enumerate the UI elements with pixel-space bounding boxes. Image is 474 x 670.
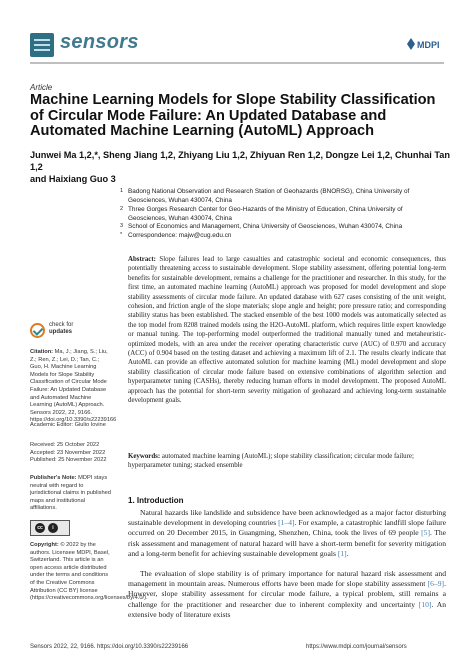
- journal-logo-icon: [30, 33, 54, 57]
- keywords: [128, 452, 446, 471]
- check-for-updates-badge[interactable]: [30, 322, 90, 342]
- correspondence: [120, 232, 428, 241]
- abstract-text: Slope failures lead to large casualties and catastrophic societal and economic consequences, thus potentially threatening access to sustainable development. Slope stability assessment, offering potential long-term benefits for sustainable development, remains a challenge for the practitioner and researcher. In this study, for the first time, an automated machine learning (AutoML) approach was proposed for model development and slope stability assessments of circular mode failure. An updated database with 627 cases consisting of the unit weight, cohesion, and friction angle of the slope materials; slope angle and height; pore pressure ratio; and corresponding stability status has been established. The stacked ensemble of the best 1000 models was automatically selected as the top model from 8208 trained models using the H2O-AutoML platform, which requires little expert knowledge or manual tuning. The top-performing model outperformed the traditional manually tuned and metaheuristic-optimized models, with an area under the receiver operating characteristic curve (AUC) of 0.970 and accuracy (ACC) of 0.904 based on the testing dataset and achieving a maximum lift of 2.1. The results clearly indicate that AutoML can provide an effective automated solution for machine learning (ML) model development and slope stability classification of circular mode failure based on extensive combinations of algorithm selection and hyperparameter tuning (CASHs), thereby reducing human efforts in model development. The proposed AutoML approach has the potential for short-term severity mitigation of geohazard and achieving long-term sustainable development goals.: [128, 256, 446, 405]
- affiliation-3-text: School of Economics and Management, China University of Geosciences, Wuhan 430074, China: [128, 223, 403, 230]
- cc-by-license-icon[interactable]: cc i: [30, 520, 70, 536]
- header-divider: [30, 62, 444, 64]
- keywords-text: automated machine learning (AutoML); slope stability classification; circular mode failure; hyperparameter tuning; stacked ensemble: [128, 453, 414, 470]
- correspondence-mark: *: [120, 232, 123, 238]
- citation-link[interactable]: [10]: [418, 599, 432, 609]
- received-date: Received: 25 October 2022: [30, 442, 100, 448]
- authors-line-1-text: Junwei Ma 1,2,*, Sheng Jiang 1,2, Zhiyang Liu 1,2, Zhiyuan Ren 1,2, Dongze Lei 1,2, Chunhai Tan 1,2: [30, 150, 450, 172]
- publisher-note-label: Publisher's Note:: [30, 475, 77, 481]
- affiliation-3: [120, 223, 438, 232]
- affiliation-2-mark: 2: [120, 206, 124, 212]
- citation-link[interactable]: [1]: [337, 548, 347, 558]
- publisher-name: MDPI: [417, 40, 440, 50]
- affiliation-1-text: Badong National Observation and Research Station of Geohazards (BNORSG), China University of Geosciences, Wuhan 430074, China: [128, 188, 410, 204]
- authors-line-2: and Haixiang Guo 3: [30, 174, 116, 184]
- footer-citation[interactable]: Sensors 2022, 22, 9166. https://doi.org/10.3390/s22239166: [30, 644, 189, 650]
- published-date: Published: 25 November 2022: [30, 457, 107, 464]
- authors-line-1: [30, 149, 450, 173]
- publisher-note-text: MDPI stays neutral with regard to jurisdictional claims in published maps and institutional affiliations.: [30, 475, 111, 512]
- intro-paragraph-1: Natural hazards like landslide and subsidence have been acknowledged as a major factor disturbing sustainable development in developing countries [1–4]. For example, a catastrophic landfill slope failure occurred on 20 December 2015, in Guangming, Shenzhen, China, took the lives of 69 people [5]. The risk assessment and management of natural hazard will have a short-term benefit for severity mitigation and a long-term benefit for achieving sustainable development goals [1].: [128, 508, 446, 558]
- citation-link[interactable]: [1–4]: [278, 518, 295, 528]
- section-heading: 1. Introduction: [128, 496, 184, 505]
- journal-name: sensors: [60, 31, 139, 53]
- citation-label: Citation:: [30, 349, 54, 355]
- citation-text[interactable]: Ma, J.; Jiang, S.; Liu, Z.; Ren, Z.; Lei, D.; Tan, C.; Guo, H. Machine Learning Models for Slope Stability Classification of Circular Mode Failure: An Updated Database and Automated Machine Learning (AutoML) Approach. Sensors 2022, 22, 9166. https://doi.org/10.3390/s22239166: [30, 349, 117, 424]
- citation-block: [30, 349, 117, 425]
- affiliation-2: [120, 206, 428, 223]
- copyright-label: Copyright:: [30, 542, 59, 548]
- check-label-updates: updates: [49, 329, 73, 335]
- footer-journal-url[interactable]: https://www.mdpi.com/journal/sensors: [306, 644, 407, 650]
- mdpi-logo: [405, 36, 445, 52]
- correspondence-text[interactable]: Correspondence: majw@cug.edu.cn: [128, 232, 232, 239]
- affiliation-1-mark: 1: [120, 188, 124, 194]
- check-label: check for: [49, 322, 74, 328]
- keywords-label: Keywords:: [128, 453, 161, 460]
- article-type: Article: [30, 83, 53, 92]
- intro-paragraph-2: The evaluation of slope stability is of primary importance for natural hazard risk assessment and management in mountain areas. Numerous efforts have been made for slope stability assessment [6–9]. However, slope stability assessment for circular mode failure, a typical problem, still remains a challenge for the practitioner and researcher due to inherent complexity and uncertainty [10]. An extensive body of literature exists: [128, 569, 446, 619]
- copyright-text: © 2022 by the authors. Licensee MDPI, Basel, Switzerland. This article is an open access article distributed under the terms and conditions of the Creative Commons Attribution (CC BY) license (https://creativecommons.org/licenses/by/4.0/).: [30, 542, 148, 602]
- affiliation-2-text: Three Gorges Research Center for Geo-Hazards of the Ministry of Education, China University of Geosciences, Wuhan 430074, China: [128, 206, 403, 222]
- check-updates-icon: [30, 323, 45, 338]
- publisher-note: [30, 475, 112, 513]
- academic-editor: Academic Editor: Giulio Iovine: [30, 422, 106, 428]
- affiliation-1: [120, 188, 428, 205]
- author-list: [30, 149, 450, 185]
- dates-block: [30, 442, 112, 465]
- abstract-label: Abstract:: [128, 256, 156, 263]
- citation-link[interactable]: [5]: [421, 528, 430, 538]
- copyright-block: [30, 542, 148, 603]
- citation-link[interactable]: [6–9]: [427, 579, 445, 589]
- affiliation-3-mark: 3: [120, 223, 124, 229]
- abstract: [128, 255, 446, 406]
- paper-title: Machine Learning Models for Slope Stability Classification of Circular Mode Failure: An Updated Database and Automated Machine Learning (AutoML) Approach: [30, 92, 436, 139]
- accepted-date: Accepted: 23 November 2022: [30, 449, 106, 456]
